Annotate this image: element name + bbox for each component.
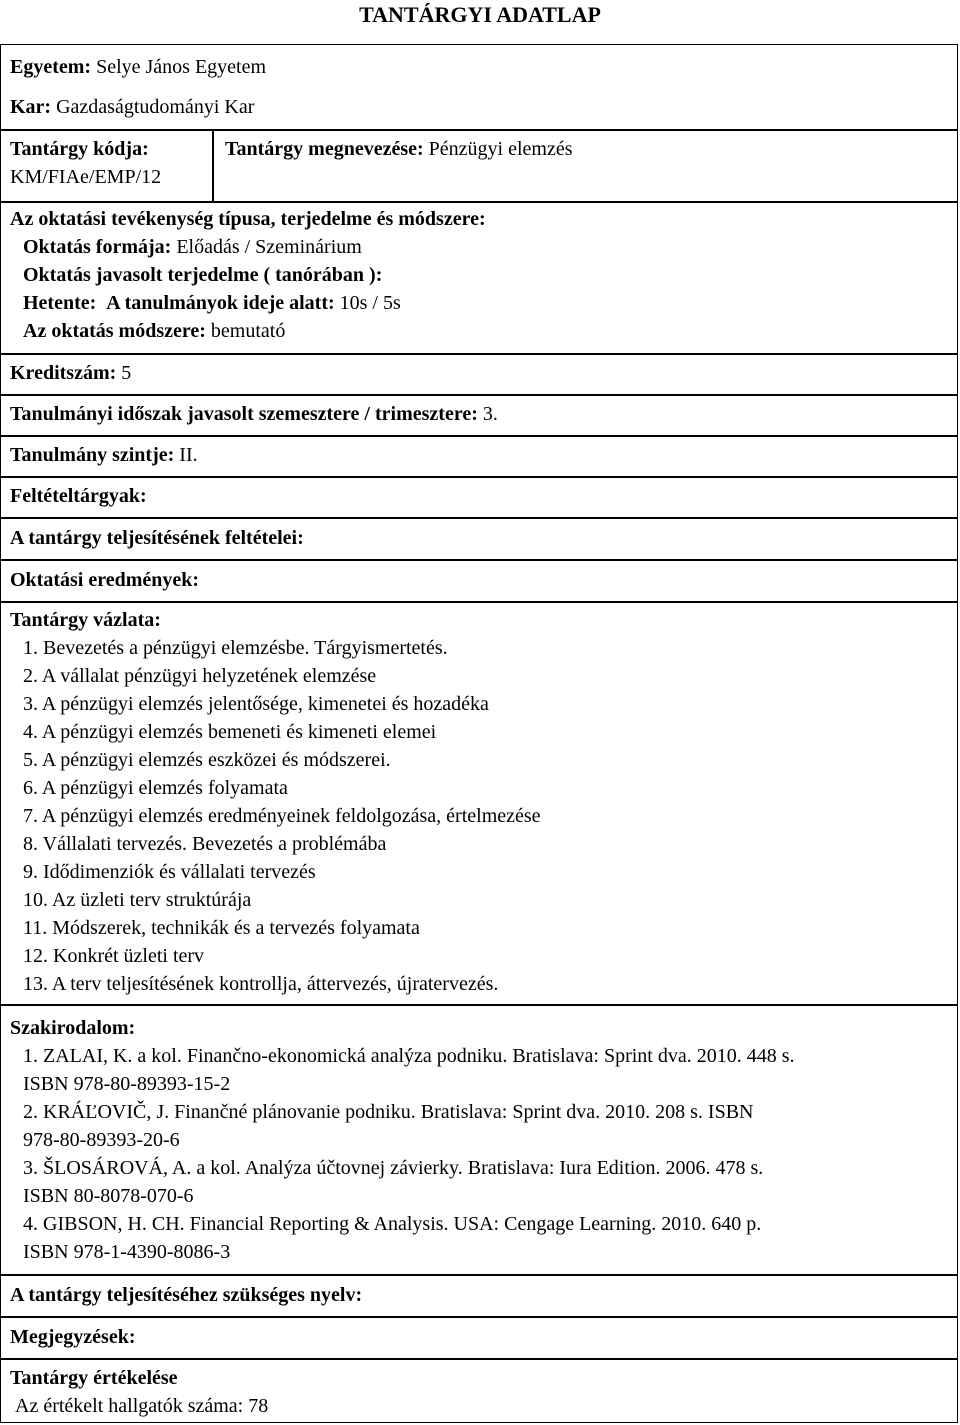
list-item: 4. A pénzügyi elemzés bemeneti és kimeneti elemei — [23, 721, 437, 743]
list-item: 9. Idődimenziók és vállalati tervezés — [23, 861, 316, 883]
list-item: 12. Konkrét üzleti terv — [23, 945, 205, 967]
university-faculty-section — [1, 45, 957, 131]
evaluation-section: Tantárgy értékelése Az értékelt hallgatók száma: 78 — [1, 1360, 957, 1422]
level-section: Tanulmány szintje: II. — [1, 437, 957, 478]
notes-section: Megjegyzések: — [1, 1318, 957, 1360]
faculty-row: Kar: Gazdaságtudományi Kar — [10, 96, 255, 118]
credits-section: Kreditszám: 5 — [1, 355, 957, 396]
list-item: 1. ZALAI, K. a kol. Finančno-ekonomická analýza podniku. Bratislava: Sprint dva. 2010. 448 s. — [23, 1045, 795, 1067]
list-item: ISBN 978-1-4390-8086-3 — [23, 1241, 231, 1263]
list-item: 11. Módszerek, technikák és a tervezés folyamata — [23, 917, 420, 939]
list-item: 5. A pénzügyi elemzés eszközei és módszerei. — [23, 749, 391, 771]
outline-list — [10, 634, 957, 998]
list-item: 2. A vállalat pénzügyi helyzetének elemzése — [23, 665, 377, 687]
course-name: Tantárgy megnevezése: Pénzügyi elemzés — [225, 138, 573, 160]
evaluated-students-count: Az értékelt hallgatók száma: 78 — [15, 1395, 269, 1417]
university-row: Egyetem: Selye János Egyetem — [10, 56, 267, 78]
list-item: 7. A pénzügyi elemzés eredményeinek feldolgozása, értelmezése — [23, 805, 541, 827]
prerequisites-section: Feltételtárgyak: — [1, 478, 957, 519]
course-code-name-section — [1, 131, 957, 203]
list-item: ISBN 80-8078-070-6 — [23, 1185, 194, 1207]
literature-list — [10, 1042, 957, 1266]
outline-section: Tantárgy vázlata: 1. Bevezetés a pénzügyi elemzésbe. Tárgyismertetés. 2. A vállalat pénzügyi helyzetének elemzése 3. A pénzügyi elemzés jelentősége, kimenetei és hozadéka 4. A pénzügyi elemzés bemeneti és kimeneti elemei 5. A pénzügyi elemzés eszközei és módszerei. 6. A pénzügyi elemzés folyamata 7. A pénzügyi elemzés eredményeinek feldolgozása, értelmezése 8. Vállalati tervezés. Bevezetés a problémába 9. Idődimenziók és vállalati tervezés 10. Az üzleti terv struktúrája 11. Módszerek, technikák és a tervezés folyamata 12. Konkrét üzleti terv 13. A terv teljesítésének kontrollja, áttervezés, újratervezés. — [1, 603, 957, 1006]
list-item: 6. A pénzügyi elemzés folyamata — [23, 777, 288, 799]
list-item: 13. A terv teljesítésének kontrollja, áttervezés, újratervezés. — [23, 973, 499, 995]
literature-section: Szakirodalom: 1. ZALAI, K. a kol. Finančno-ekonomická analýza podniku. Bratislava: Sprint dva. 2010. 448 s. ISBN 978-80-89393-15-2 2. KRÁĽOVIČ, J. Finančné plánovanie podniku. Bratislava: Sprint dva. 2010. 208 s. ISBN 978-80-89393-20-6 3. ŠLOSÁROVÁ, A. a kol. Analýza účtovnej závierky. Bratislava: Iura Edition. 2006. 478 s. ISBN 80-8078-070-6 4. GIBSON, H. CH. Financial Reporting & Analysis. USA: Cengage Learning. 2010. 640 p. ISBN 978-1-4390-8086-3 — [1, 1006, 957, 1276]
list-item: 3. ŠLOSÁROVÁ, A. a kol. Analýza účtovnej závierky. Bratislava: Iura Edition. 2006. 478 s. — [23, 1157, 764, 1179]
teaching-section: Az oktatási tevékenység típusa, terjedelme és módszere: Oktatás formája: Előadás / Szeminárium Oktatás javasolt terjedelme ( tanórában ): Hetente: A tanulmányok ideje alatt: 10s / 5s Az oktatás módszere: bemutató — [1, 203, 957, 355]
list-item: 3. A pénzügyi elemzés jelentősége, kimenetei és hozadéka — [23, 693, 489, 715]
list-item: 1. Bevezetés a pénzügyi elemzésbe. Tárgyismertetés. — [23, 637, 448, 659]
list-item: 2. KRÁĽOVIČ, J. Finančné plánovanie podniku. Bratislava: Sprint dva. 2010. 208 s. ISBN — [23, 1101, 754, 1123]
divider — [212, 131, 214, 201]
language-section: A tantárgy teljesítéséhez szükséges nyelv: — [1, 1276, 957, 1318]
list-item: 8. Vállalati tervezés. Bevezetés a problémába — [23, 833, 387, 855]
list-item: 4. GIBSON, H. CH. Financial Reporting & Analysis. USA: Cengage Learning. 2010. 640 p. — [23, 1213, 762, 1235]
document-title: TANTÁRGYI ADATLAP — [359, 2, 601, 27]
list-item: 10. Az üzleti terv struktúrája — [23, 889, 252, 911]
course-sheet — [0, 44, 958, 1423]
conditions-section: A tantárgy teljesítésének feltételei: — [1, 519, 957, 561]
outcomes-section: Oktatási eredmények: — [1, 561, 957, 603]
list-item: 978-80-89393-20-6 — [23, 1129, 180, 1151]
course-code: Tantárgy kódja: KM/FIAe/EMP/12 — [10, 138, 162, 188]
semester-section: Tanulmányi időszak javasolt szemesztere / trimesztere: 3. — [1, 396, 957, 437]
list-item: ISBN 978-80-89393-15-2 — [23, 1073, 231, 1095]
